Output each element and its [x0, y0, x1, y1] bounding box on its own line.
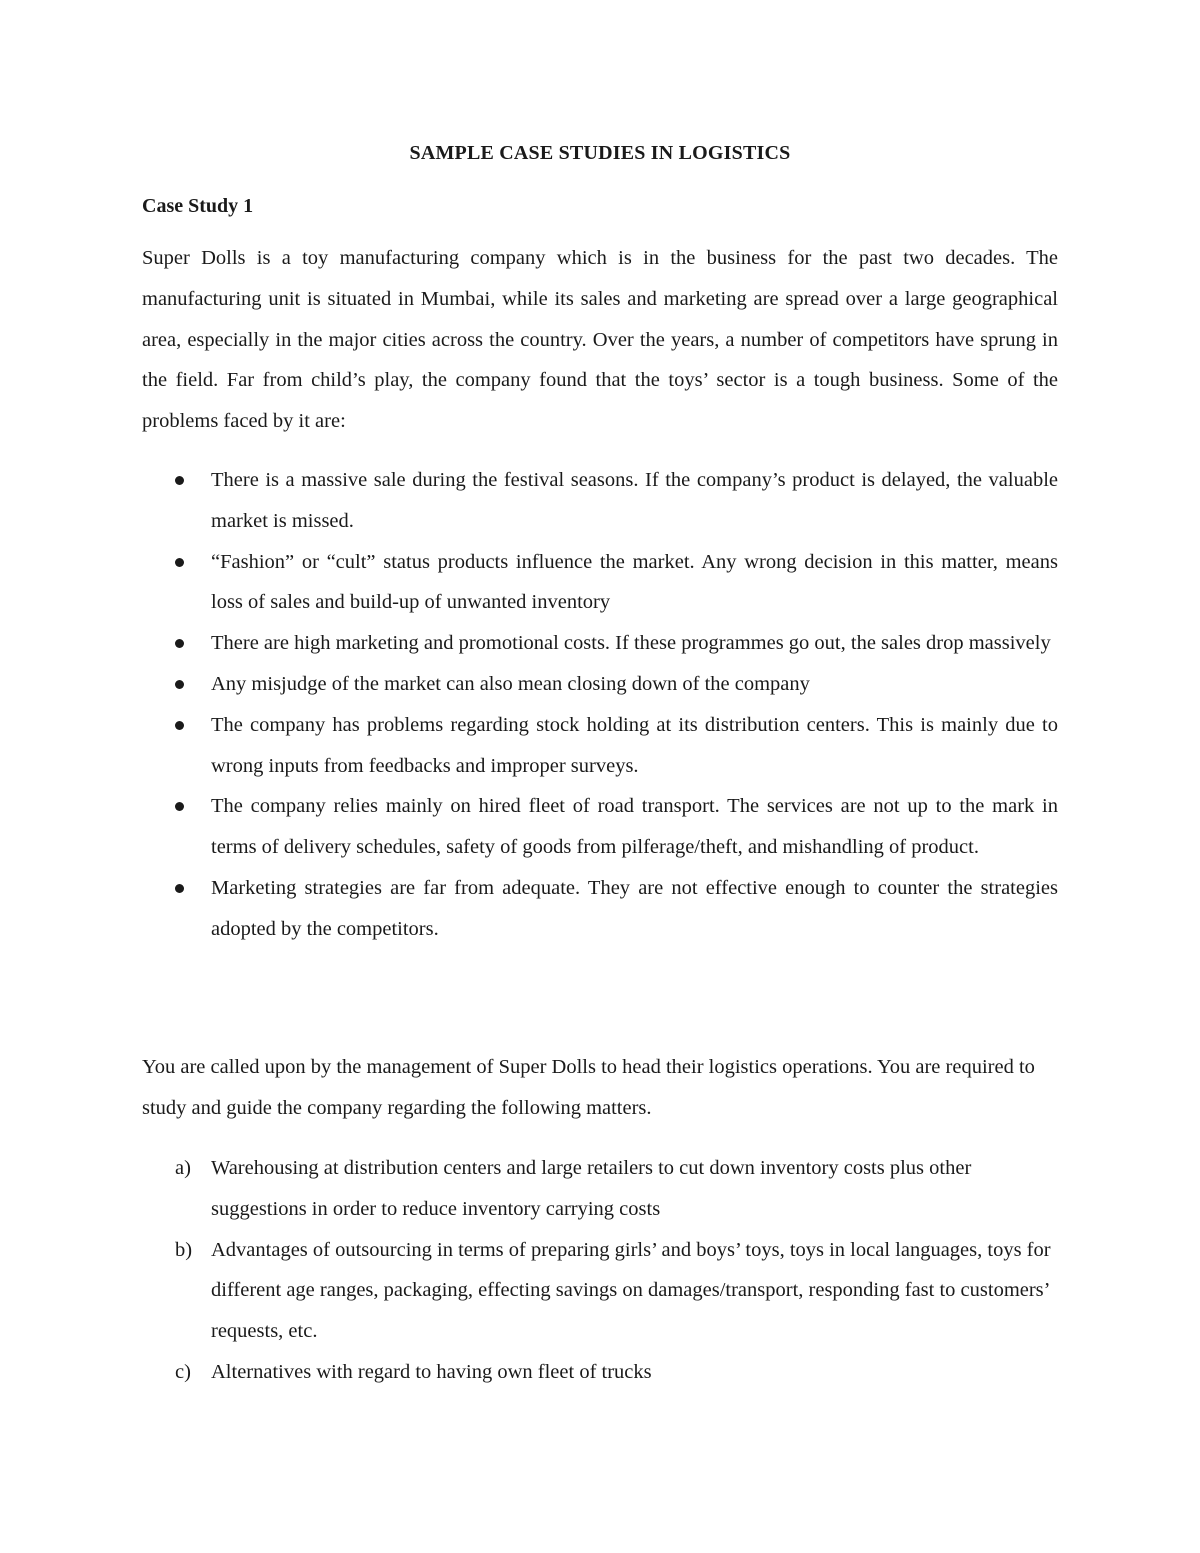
problem-item: [142, 542, 1058, 624]
called-upon-paragraph: You are called upon by the management of Super Dolls to head their logistics operations. You are required to study and guide the company regarding the following matters.: [142, 1056, 1035, 1119]
intro-paragraph: Super Dolls is a toy manufacturing company which is in the business for the past two decades. The manufacturing unit is situated in Mumbai, while its sales and marketing are spread over a large geographical area, especially in the major cities across the country. Over the years, a number of competitors have sprung in the field. Far from child’s play, the company found that the toys’ sector is a tough business. Some of the problems faced by it are:: [142, 247, 1058, 433]
problem-item: [142, 664, 1058, 705]
matter-text: Alternatives with regard to having own fleet of trucks: [211, 1360, 652, 1383]
bullet-icon: [175, 558, 184, 567]
problem-text: There is a massive sale during the festival seasons. If the company’s product is delayed, the valuable market is missed.: [211, 469, 1058, 532]
matters-list: [142, 1148, 1058, 1393]
matter-marker: b): [175, 1238, 193, 1261]
matter-item: [142, 1230, 1058, 1352]
problem-item: [142, 705, 1058, 787]
matter-marker: c): [175, 1360, 191, 1383]
matter-text: Advantages of outsourcing in terms of preparing girls’ and boys’ toys, toys in local languages, toys for different age ranges, packaging, effecting savings on damages/transport, responding fast to customers’ requests, etc.: [211, 1238, 1051, 1343]
problem-text: There are high marketing and promotional costs. If these programmes go out, the sales drop massively: [211, 632, 1051, 655]
matter-marker: a): [175, 1157, 191, 1179]
problem-item: [142, 623, 1058, 664]
problems-list: [142, 460, 1058, 950]
bullet-icon: [175, 884, 184, 893]
problem-text: “Fashion” or “cult” status products influence the market. Any wrong decision in this matter, means loss of sales and build-up of unwanted inventory: [211, 550, 1058, 614]
bullet-icon: [175, 476, 184, 485]
matter-text: Warehousing at distribution centers and large retailers to cut down inventory costs plus other suggestions in order to reduce inventory carrying costs: [211, 1157, 972, 1220]
problem-item: [142, 460, 1058, 542]
case-study-heading: Case Study 1: [142, 195, 254, 217]
bullet-icon: [175, 639, 184, 648]
document-title: SAMPLE CASE STUDIES IN LOGISTICS: [409, 142, 791, 164]
bullet-icon: [175, 721, 184, 730]
matter-item: [142, 1148, 1058, 1230]
problem-item: [142, 786, 1058, 868]
problem-item: [142, 868, 1058, 950]
bullet-icon: [175, 802, 184, 811]
problem-text: The company has problems regarding stock holding at its distribution centers. This is mainly due to wrong inputs from feedbacks and improper surveys.: [211, 713, 1058, 777]
matter-item: [142, 1352, 1058, 1393]
bullet-icon: [175, 680, 184, 689]
problem-text: The company relies mainly on hired fleet of road transport. The services are not up to the mark in terms of delivery schedules, safety of goods from pilferage/theft, and mishandling of product.: [211, 795, 1058, 859]
problem-text: Any misjudge of the market can also mean closing down of the company: [211, 672, 810, 695]
problem-text: Marketing strategies are far from adequate. They are not effective enough to counter the strategies adopted by the competitors.: [211, 876, 1058, 940]
